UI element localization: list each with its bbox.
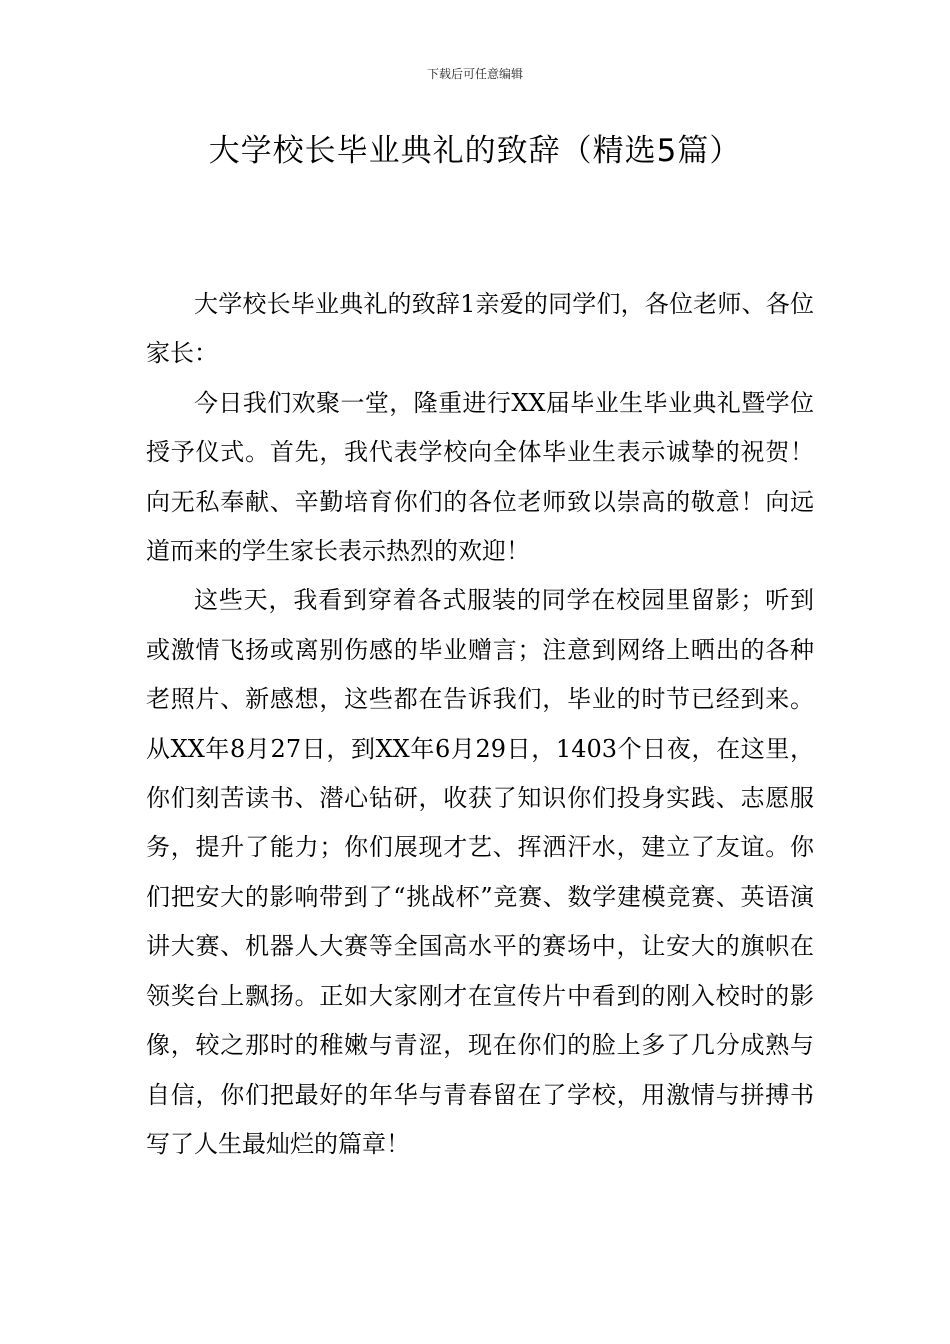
document-title: 大学校长毕业典礼的致辞（精选5篇） — [208, 133, 742, 169]
paragraph-welcome: 今日我们欢聚一堂，隆重进行XX届毕业生毕业典礼暨学位授予仪式。首先，我代表学校向全体毕业生表示诚挚的祝贺！向无私奉献、辛勤培育你们的各位老师致以崇高的敬意！向远道而来的学生家长表示热烈的欢迎！ — [146, 388, 814, 566]
document-body — [146, 280, 814, 1169]
paragraph-greeting: 大学校长毕业典礼的致辞1亲爱的同学们，各位老师、各位家长： — [146, 290, 814, 368]
page-header-note: 下载后可任意编辑 — [426, 67, 523, 81]
paragraph-reflection: 这些天，我看到穿着各式服装的同学在校园里留影；听到或激情飞扬或离别伤感的毕业赠言；注意到网络上晒出的各种老照片、新感想，这些都在告诉我们，毕业的时节已经到来。从XX年8月27日，到XX年6月29日，1403个日夜，在这里，你们刻苦读书、潜心钻研，收获了知识你们投身实践、志愿服务，提升了能力；你们展现才艺、挥洒汗水，建立了友谊。你们把安大的影响带到了“挑战杯”竞赛、数学建模竞赛、英语演讲大赛、机器人大赛等全国高水平的赛场中，让安大的旗帜在领奖台上飘扬。正如大家刚才在宣传片中看到的刚入校时的影像，较之那时的稚嫩与青涩，现在你们的脸上多了几分成熟与自信，你们把最好的年华与青春留在了学校，用激情与拼搏书写了人生最灿烂的篇章！ — [146, 586, 814, 1158]
